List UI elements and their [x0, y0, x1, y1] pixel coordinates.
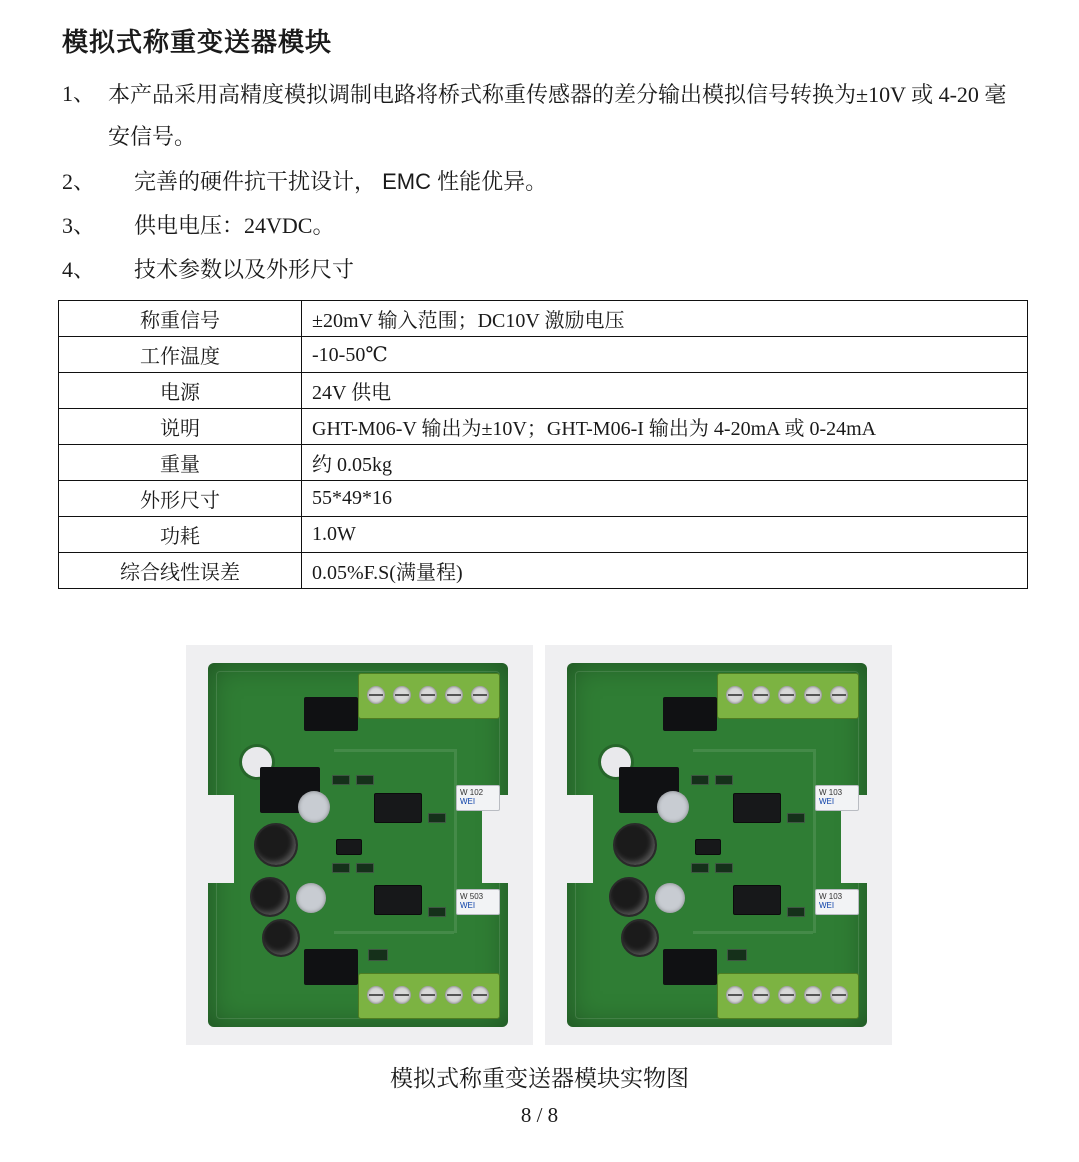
list-item [62, 206, 1022, 246]
figure-caption: 模拟式称重变送器模块实物图 [390, 1065, 689, 1091]
silver-capacitor [655, 883, 685, 913]
list-item-number: 4、 [62, 257, 96, 282]
list-item [62, 162, 1022, 202]
smd-resistor [691, 775, 709, 785]
terminal-screw [726, 986, 744, 1004]
table-cell-value: 约 0.05kg [302, 445, 1028, 481]
potentiometer-label-line2: WEI [819, 797, 835, 806]
potentiometer-label-line2: WEI [819, 901, 835, 910]
board-notch-left [208, 795, 234, 883]
terminal-screw [367, 986, 385, 1004]
terminal-block-top [358, 673, 500, 719]
potentiometer-bottom [456, 889, 500, 915]
table-cell-label: 综合线性误差 [59, 553, 302, 589]
component-black-module [663, 949, 717, 985]
terminal-screw [752, 686, 770, 704]
feature-list [62, 74, 1022, 294]
electrolytic-capacitor [254, 823, 298, 867]
table-row [59, 553, 1028, 589]
pcb-trace [693, 749, 813, 752]
terminal-screw [830, 986, 848, 1004]
smd-resistor [787, 813, 805, 823]
smd-resistor [715, 775, 733, 785]
terminal-block-bottom [358, 973, 500, 1019]
list-item-text: 技术参数以及外形尺寸 [134, 257, 355, 282]
electrolytic-capacitor [621, 919, 659, 957]
smd-resistor [428, 907, 446, 917]
list-item-text: 本产品采用高精度模拟调制电路将桥式称重传感器的差分输出模拟信号转换为±10V 或 4-20 毫安信号。 [108, 82, 1007, 149]
pcb-trace [334, 749, 454, 752]
potentiometer-label-line2: WEI [460, 797, 476, 806]
potentiometer-label-line1: W 503 [460, 892, 484, 901]
table-cell-value: 0.05%F.S(满量程) [302, 553, 1028, 589]
table-cell-label: 工作温度 [59, 337, 302, 373]
small-ic [336, 839, 362, 855]
table-cell-value: 1.0W [302, 517, 1028, 553]
table-cell-value: GHT-M06-V 输出为±10V；GHT-M06-I 输出为 4-20mA 或 0-24mA [302, 409, 1028, 445]
page-title: 模拟式称重变送器模块 [62, 27, 333, 57]
smd-resistor [332, 775, 350, 785]
terminal-screw [471, 986, 489, 1004]
list-item-number: 1、 [62, 81, 96, 106]
list-item-number: 2、 [62, 169, 96, 194]
pcb-board-left [208, 663, 508, 1027]
electrolytic-capacitor [262, 919, 300, 957]
electrolytic-capacitor [613, 823, 657, 867]
pcb-board-right [567, 663, 867, 1027]
spec-table [58, 300, 1028, 589]
smd-resistor [428, 813, 446, 823]
table-cell-label: 说明 [59, 409, 302, 445]
terminal-screw [804, 686, 822, 704]
electrolytic-capacitor [250, 877, 290, 917]
terminal-screw [393, 986, 411, 1004]
terminal-block-top [717, 673, 859, 719]
table-row [59, 517, 1028, 553]
pcb-trace [693, 931, 813, 934]
potentiometer-top [815, 785, 859, 811]
page-number: 8 / 8 [520, 1103, 559, 1127]
pcb-trace [334, 931, 454, 934]
table-cell-value: 55*49*16 [302, 481, 1028, 517]
smd-resistor [787, 907, 805, 917]
table-cell-label: 外形尺寸 [59, 481, 302, 517]
table-cell-label: 电源 [59, 373, 302, 409]
table-row [59, 337, 1028, 373]
table-row [59, 445, 1028, 481]
terminal-screw [393, 686, 411, 704]
terminal-screw [367, 686, 385, 704]
potentiometer-label-line1: W 103 [819, 892, 843, 901]
product-photo-group [186, 645, 892, 1045]
table-cell-value: ±20mV 输入范围；DC10V 激励电压 [302, 301, 1028, 337]
table-cell-value: 24V 供电 [302, 373, 1028, 409]
potentiometer-top [456, 785, 500, 811]
terminal-block-bottom [717, 973, 859, 1019]
potentiometer-label-line2: WEI [460, 901, 476, 910]
list-item [62, 250, 1022, 290]
smd-resistor [368, 949, 388, 961]
op-amp-ic [374, 885, 422, 915]
terminal-screw [778, 686, 796, 704]
op-amp-ic [733, 885, 781, 915]
electrolytic-capacitor [609, 877, 649, 917]
table-row [59, 301, 1028, 337]
op-amp-ic [374, 793, 422, 823]
silver-capacitor [657, 791, 689, 823]
terminal-screw [726, 686, 744, 704]
board-notch-left [567, 795, 593, 883]
smd-resistor [356, 775, 374, 785]
product-photo-right [545, 645, 892, 1045]
table-cell-label: 称重信号 [59, 301, 302, 337]
potentiometer-label-line1: W 102 [460, 788, 484, 797]
terminal-screw [804, 986, 822, 1004]
table-row [59, 481, 1028, 517]
product-photo-left [186, 645, 533, 1045]
smd-resistor [715, 863, 733, 873]
terminal-screw [419, 986, 437, 1004]
list-item [62, 74, 1022, 158]
table-cell-label: 功耗 [59, 517, 302, 553]
terminal-screw [445, 986, 463, 1004]
silver-capacitor [298, 791, 330, 823]
component-black-module [663, 697, 717, 731]
terminal-screw [752, 986, 770, 1004]
table-cell-label: 重量 [59, 445, 302, 481]
terminal-screw [778, 986, 796, 1004]
list-item-text: 完善的硬件抗干扰设计， EMC 性能优异。 [134, 169, 548, 194]
smd-resistor [727, 949, 747, 961]
terminal-screw [830, 686, 848, 704]
smd-resistor [332, 863, 350, 873]
op-amp-ic [733, 793, 781, 823]
list-item-text: 供电电压：24VDC。 [134, 213, 335, 238]
component-black-module [304, 949, 358, 985]
smd-resistor [356, 863, 374, 873]
silver-capacitor [296, 883, 326, 913]
component-black-module [304, 697, 358, 731]
table-row [59, 409, 1028, 445]
smd-resistor [691, 863, 709, 873]
terminal-screw [419, 686, 437, 704]
terminal-screw [445, 686, 463, 704]
terminal-screw [471, 686, 489, 704]
potentiometer-label-line1: W 103 [819, 788, 843, 797]
table-cell-value: -10-50℃ [302, 337, 1028, 373]
small-ic [695, 839, 721, 855]
potentiometer-bottom [815, 889, 859, 915]
table-row [59, 373, 1028, 409]
list-item-number: 3、 [62, 213, 96, 238]
